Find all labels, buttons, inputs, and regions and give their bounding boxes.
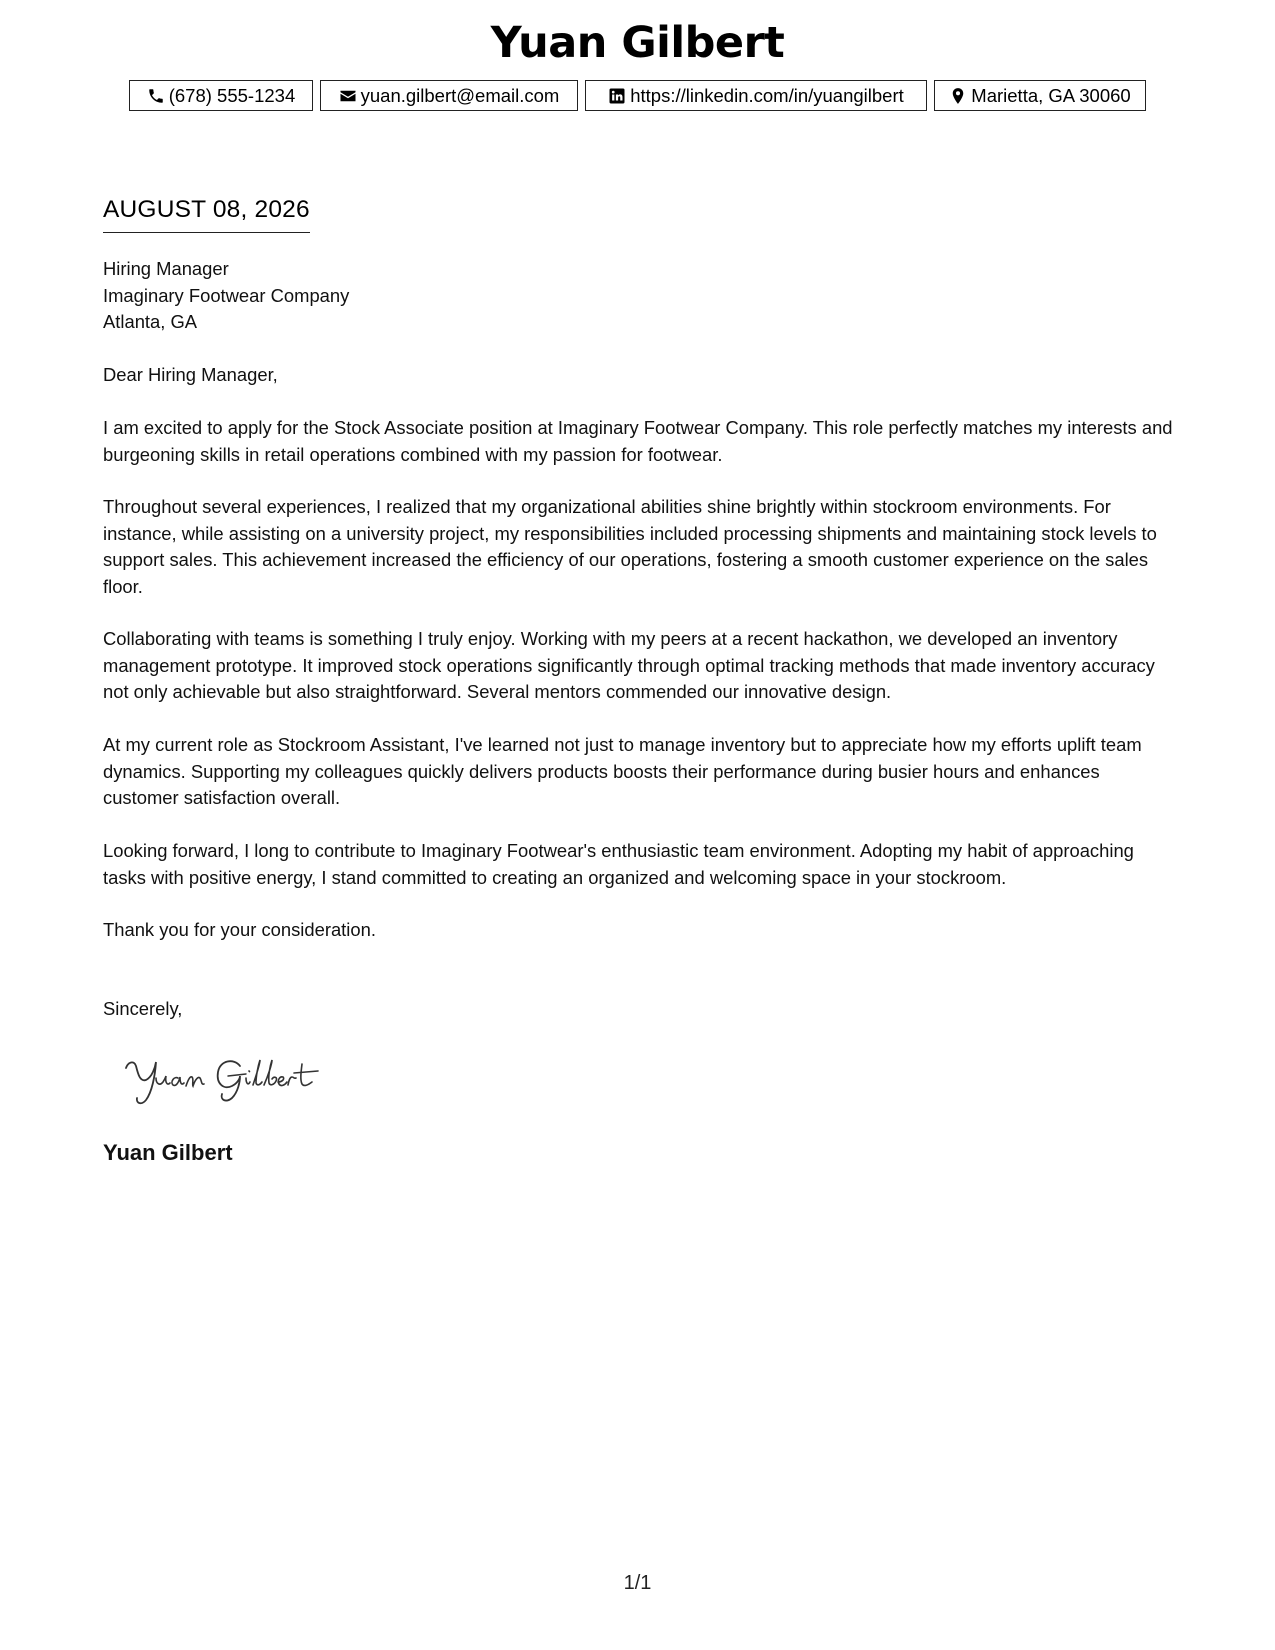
recipient-location: Atlanta, GA: [103, 311, 198, 332]
recipient-block: [103, 256, 1175, 336]
envelope-icon: [339, 87, 357, 105]
body-paragraph: Throughout several experiences, I realized that my organizational abilities shine brightly within stockroom environments. For instance, while assisting on a university project, my responsibilities included processing shipments and maintaining stock levels to support sales. This achievement increased the efficiency of our operations, fostering a smooth customer experience on the sales floor.: [103, 496, 1157, 597]
linkedin-text: https://linkedin.com/in/yuangilbert: [630, 84, 904, 106]
contact-linkedin: [585, 80, 927, 111]
contact-phone: [129, 80, 313, 111]
body-paragraph: Looking forward, I long to contribute to Imaginary Footwear's enthusiastic team environment. Adopting my habit of approaching tasks with positive energy, I stand committed to creating an organized and welcoming space in your stockroom.: [103, 840, 1134, 888]
body-paragraph: I am excited to apply for the Stock Associate position at Imaginary Footwear Company. This role perfectly matches my interests and burgeoning skills in retail operations combined with my passion for footwear.: [103, 417, 1173, 465]
contact-location: [934, 80, 1146, 111]
page-indicator: 1/1: [623, 1572, 652, 1594]
linkedin-icon: [608, 87, 626, 105]
phone-text: (678) 555-1234: [168, 84, 296, 106]
applicant-name-heading: Yuan Gilbert: [490, 18, 785, 68]
letter-date: AUGUST 08, 2026: [103, 196, 310, 233]
phone-icon: [147, 87, 165, 105]
handwritten-signature: [122, 1052, 342, 1107]
salutation: Dear Hiring Manager,: [103, 364, 278, 385]
map-marker-icon: [949, 87, 967, 105]
signatory-name: Yuan Gilbert: [103, 1140, 233, 1165]
body-paragraph: At my current role as Stockroom Assistant, I've learned not just to manage inventory but to appreciate how my efforts uplift team dynamics. Supporting my colleagues quickly delivers products boosts their performance during busier hours and enhances customer satisfaction overall.: [103, 734, 1142, 808]
email-text: yuan.gilbert@email.com: [360, 84, 560, 106]
location-text: Marietta, GA 30060: [971, 84, 1131, 106]
recipient-company: Imaginary Footwear Company: [103, 284, 350, 306]
contact-email: [320, 80, 578, 111]
recipient-title: Hiring Manager: [103, 258, 229, 279]
closing-line: Sincerely,: [103, 998, 183, 1019]
thank-you-line: Thank you for your consideration.: [103, 919, 376, 940]
contact-info-bar: [0, 80, 1275, 111]
body-paragraph: Collaborating with teams is something I truly enjoy. Working with my peers at a recent hackathon, we developed an inventory management prototype. It improved stock operations significantly through optimal tracking methods that made inventory accuracy not only achievable but also straightforward. Several mentors commended our innovative design.: [103, 628, 1155, 702]
